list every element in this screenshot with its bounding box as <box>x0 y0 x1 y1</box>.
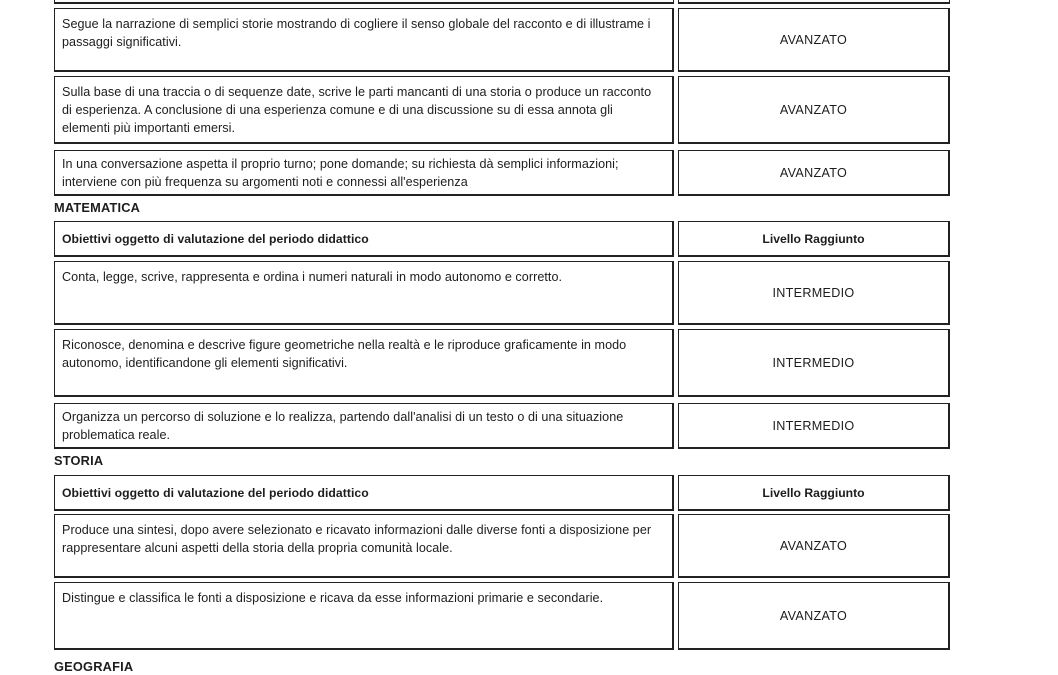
level-cell <box>678 8 950 72</box>
objective-cell <box>54 76 674 144</box>
table-row <box>54 150 950 196</box>
level-value: INTERMEDIO <box>772 418 855 433</box>
objective-cell <box>54 8 674 72</box>
objective-cell <box>54 403 674 449</box>
level-cell <box>678 150 950 196</box>
table-header-row <box>54 221 950 257</box>
table-row <box>54 403 950 449</box>
table-row <box>54 8 950 72</box>
table-row <box>54 261 950 325</box>
level-value: INTERMEDIO <box>772 355 855 370</box>
section-title-geografia: GEOGRAFIA <box>54 659 134 674</box>
level-cell <box>678 403 950 449</box>
objective-text: Organizza un percorso di soluzione e lo realizza, partendo dall'analisi di un testo o di una situazione problematica reale. <box>62 410 624 442</box>
objective-text: Produce una sintesi, dopo avere selezionato e ricavato informazioni dalle diverse fonti a disposizione per rappresentare alcuni aspetti della storia della propria comunità locale. <box>62 523 652 555</box>
level-value: AVANZATO <box>779 165 848 180</box>
header-level-cell <box>678 475 950 511</box>
header-objectives: Obiettivi oggetto di valutazione del periodo didattico <box>62 231 369 246</box>
header-level: Livello Raggiunto <box>762 231 865 246</box>
partial-top-right-cell <box>678 0 950 4</box>
section-title-matematica: MATEMATICA <box>54 200 141 215</box>
header-objectives: Obiettivi oggetto di valutazione del periodo didattico <box>62 485 369 500</box>
level-value: AVANZATO <box>779 538 848 553</box>
table-row <box>54 76 950 144</box>
objective-text: Sulla base di una traccia o di sequenze date, scrive le parti mancanti di una storia o produce un racconto di esperienza. A conclusione di una esperienza comune e di una discussione su di essa annota gli elementi più importanti emersi. <box>62 85 652 135</box>
objective-cell <box>54 261 674 325</box>
objective-cell <box>54 329 674 397</box>
objective-text: Conta, legge, scrive, rappresenta e ordina i numeri naturali in modo autonomo e corretto. <box>62 270 563 284</box>
level-cell <box>678 76 950 144</box>
level-value: AVANZATO <box>779 102 848 117</box>
level-cell <box>678 261 950 325</box>
objective-text: Distingue e classifica le fonti a disposizione e ricava da esse informazioni primarie e secondarie. <box>62 591 604 605</box>
table-row <box>54 582 950 650</box>
objective-cell <box>54 582 674 650</box>
objective-text: Segue la narrazione di semplici storie mostrando di cogliere il senso globale del racconto e di illustrame i passaggi significativi. <box>62 17 651 49</box>
objective-cell <box>54 514 674 578</box>
partial-top-left-cell <box>54 0 674 4</box>
table-row <box>54 514 950 578</box>
objective-text: Riconosce, denomina e descrive figure geometriche nella realtà e le riproduce graficamente in modo autonomo, identificandone gli elementi significativi. <box>62 338 627 370</box>
level-value: INTERMEDIO <box>772 285 855 300</box>
header-objectives-cell <box>54 221 674 257</box>
header-objectives-cell <box>54 475 674 511</box>
level-value: AVANZATO <box>779 608 848 623</box>
level-cell <box>678 582 950 650</box>
table-header-row <box>54 475 950 511</box>
level-cell <box>678 514 950 578</box>
objective-cell <box>54 150 674 196</box>
table-row <box>54 329 950 397</box>
header-level-cell <box>678 221 950 257</box>
objective-text: In una conversazione aspetta il proprio turno; pone domande; su richiesta dà semplici informazioni; interviene con più frequenza su argomenti noti e connessi all'esperienza <box>62 157 619 189</box>
section-title-storia: STORIA <box>54 453 104 468</box>
level-cell <box>678 329 950 397</box>
header-level: Livello Raggiunto <box>762 485 865 500</box>
level-value: AVANZATO <box>779 32 848 47</box>
